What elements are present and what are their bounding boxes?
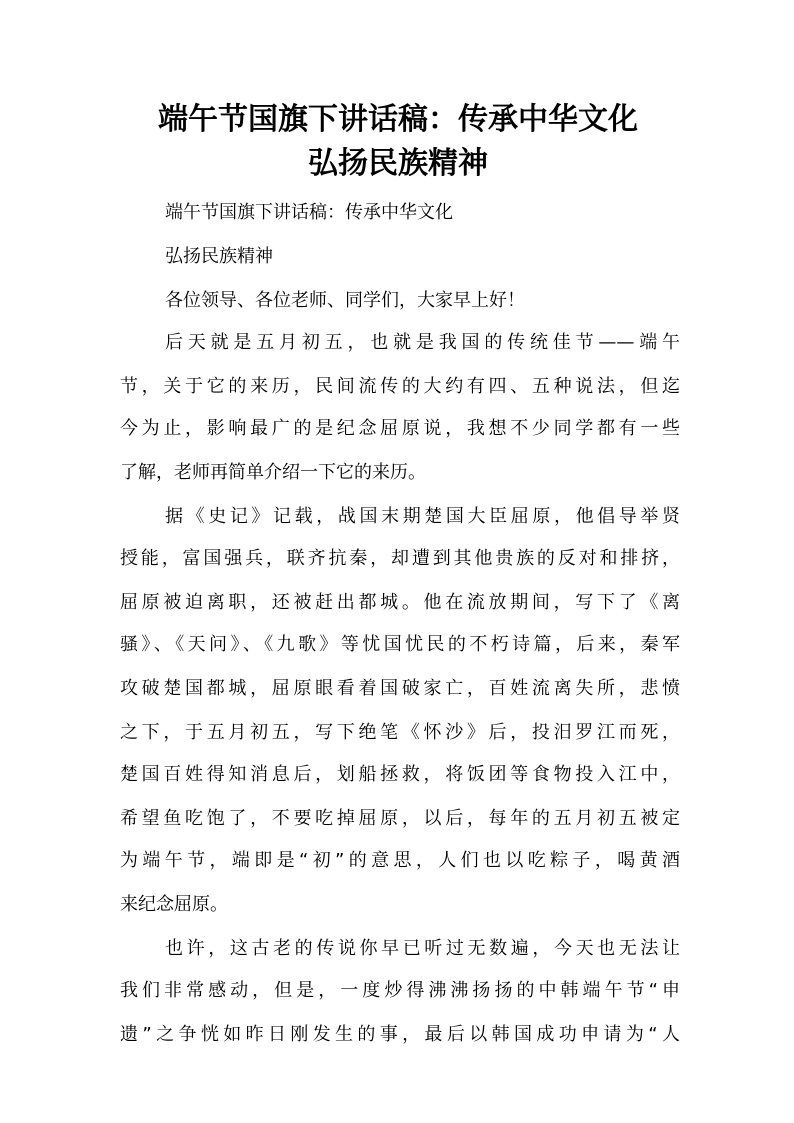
body-line: 遗”之争恍如昨日刚发生的事，最后以韩国成功申请为“人 <box>120 1024 680 1045</box>
body-line: 屈原被迫离职，还被赶出都城。他在流放期间，写下了《离 <box>120 592 680 613</box>
body-line: 今为止，影响最广的是纪念屈原说，我想不少同学都有一些 <box>120 418 680 439</box>
document-title-line-1: 端午节国旗下讲话稿：传承中华文化 <box>158 102 638 137</box>
body-line: 端午节国旗下讲话稿：传承中华文化 <box>165 202 453 223</box>
body-line: 楚国百姓得知消息后，划船拯救，将饭团等食物投入江中， <box>120 764 680 785</box>
body-line: 骚》、《天问》、《九歌》等忧国忧民的不朽诗篇，后来，秦军 <box>120 634 680 655</box>
body-line: 为端午节，端即是“初”的意思，人们也以吃粽子，喝黄酒 <box>120 850 680 871</box>
body-line: 攻破楚国都城，屈原眼看着国破家亡，百姓流离失所，悲愤 <box>120 678 680 699</box>
body-line: 来纪念屈原。 <box>120 894 228 915</box>
body-line: 希望鱼吃饱了，不要吃掉屈原，以后，每年的五月初五被定 <box>120 808 680 829</box>
body-line: 之下，于五月初五，写下绝笔《怀沙》后，投汨罗江而死， <box>120 722 680 743</box>
body-line: 弘扬民族精神 <box>165 246 273 267</box>
body-line: 了解，老师再简单介绍一下它的来历。 <box>120 462 426 483</box>
body-line: 我们非常感动，但是，一度炒得沸沸扬扬的中韩端午节“申 <box>120 980 680 1001</box>
body-line: 后天就是五月初五，也就是我国的传统佳节——端午 <box>165 332 680 353</box>
body-line: 据《史记》记载，战国末期楚国大臣屈原，他倡导举贤 <box>165 506 680 527</box>
body-line: 授能，富国强兵，联齐抗秦，却遭到其他贵族的反对和排挤， <box>120 548 680 569</box>
body-line: 也许，这古老的传说你早已听过无数遍，今天也无法让 <box>165 938 680 959</box>
document-title-line-2: 弘扬民族精神 <box>308 146 488 181</box>
body-line: 各位领导、各位老师、同学们，大家早上好！ <box>165 290 525 311</box>
body-line: 节，关于它的来历，民间流传的大约有四、五种说法，但迄 <box>120 376 680 397</box>
